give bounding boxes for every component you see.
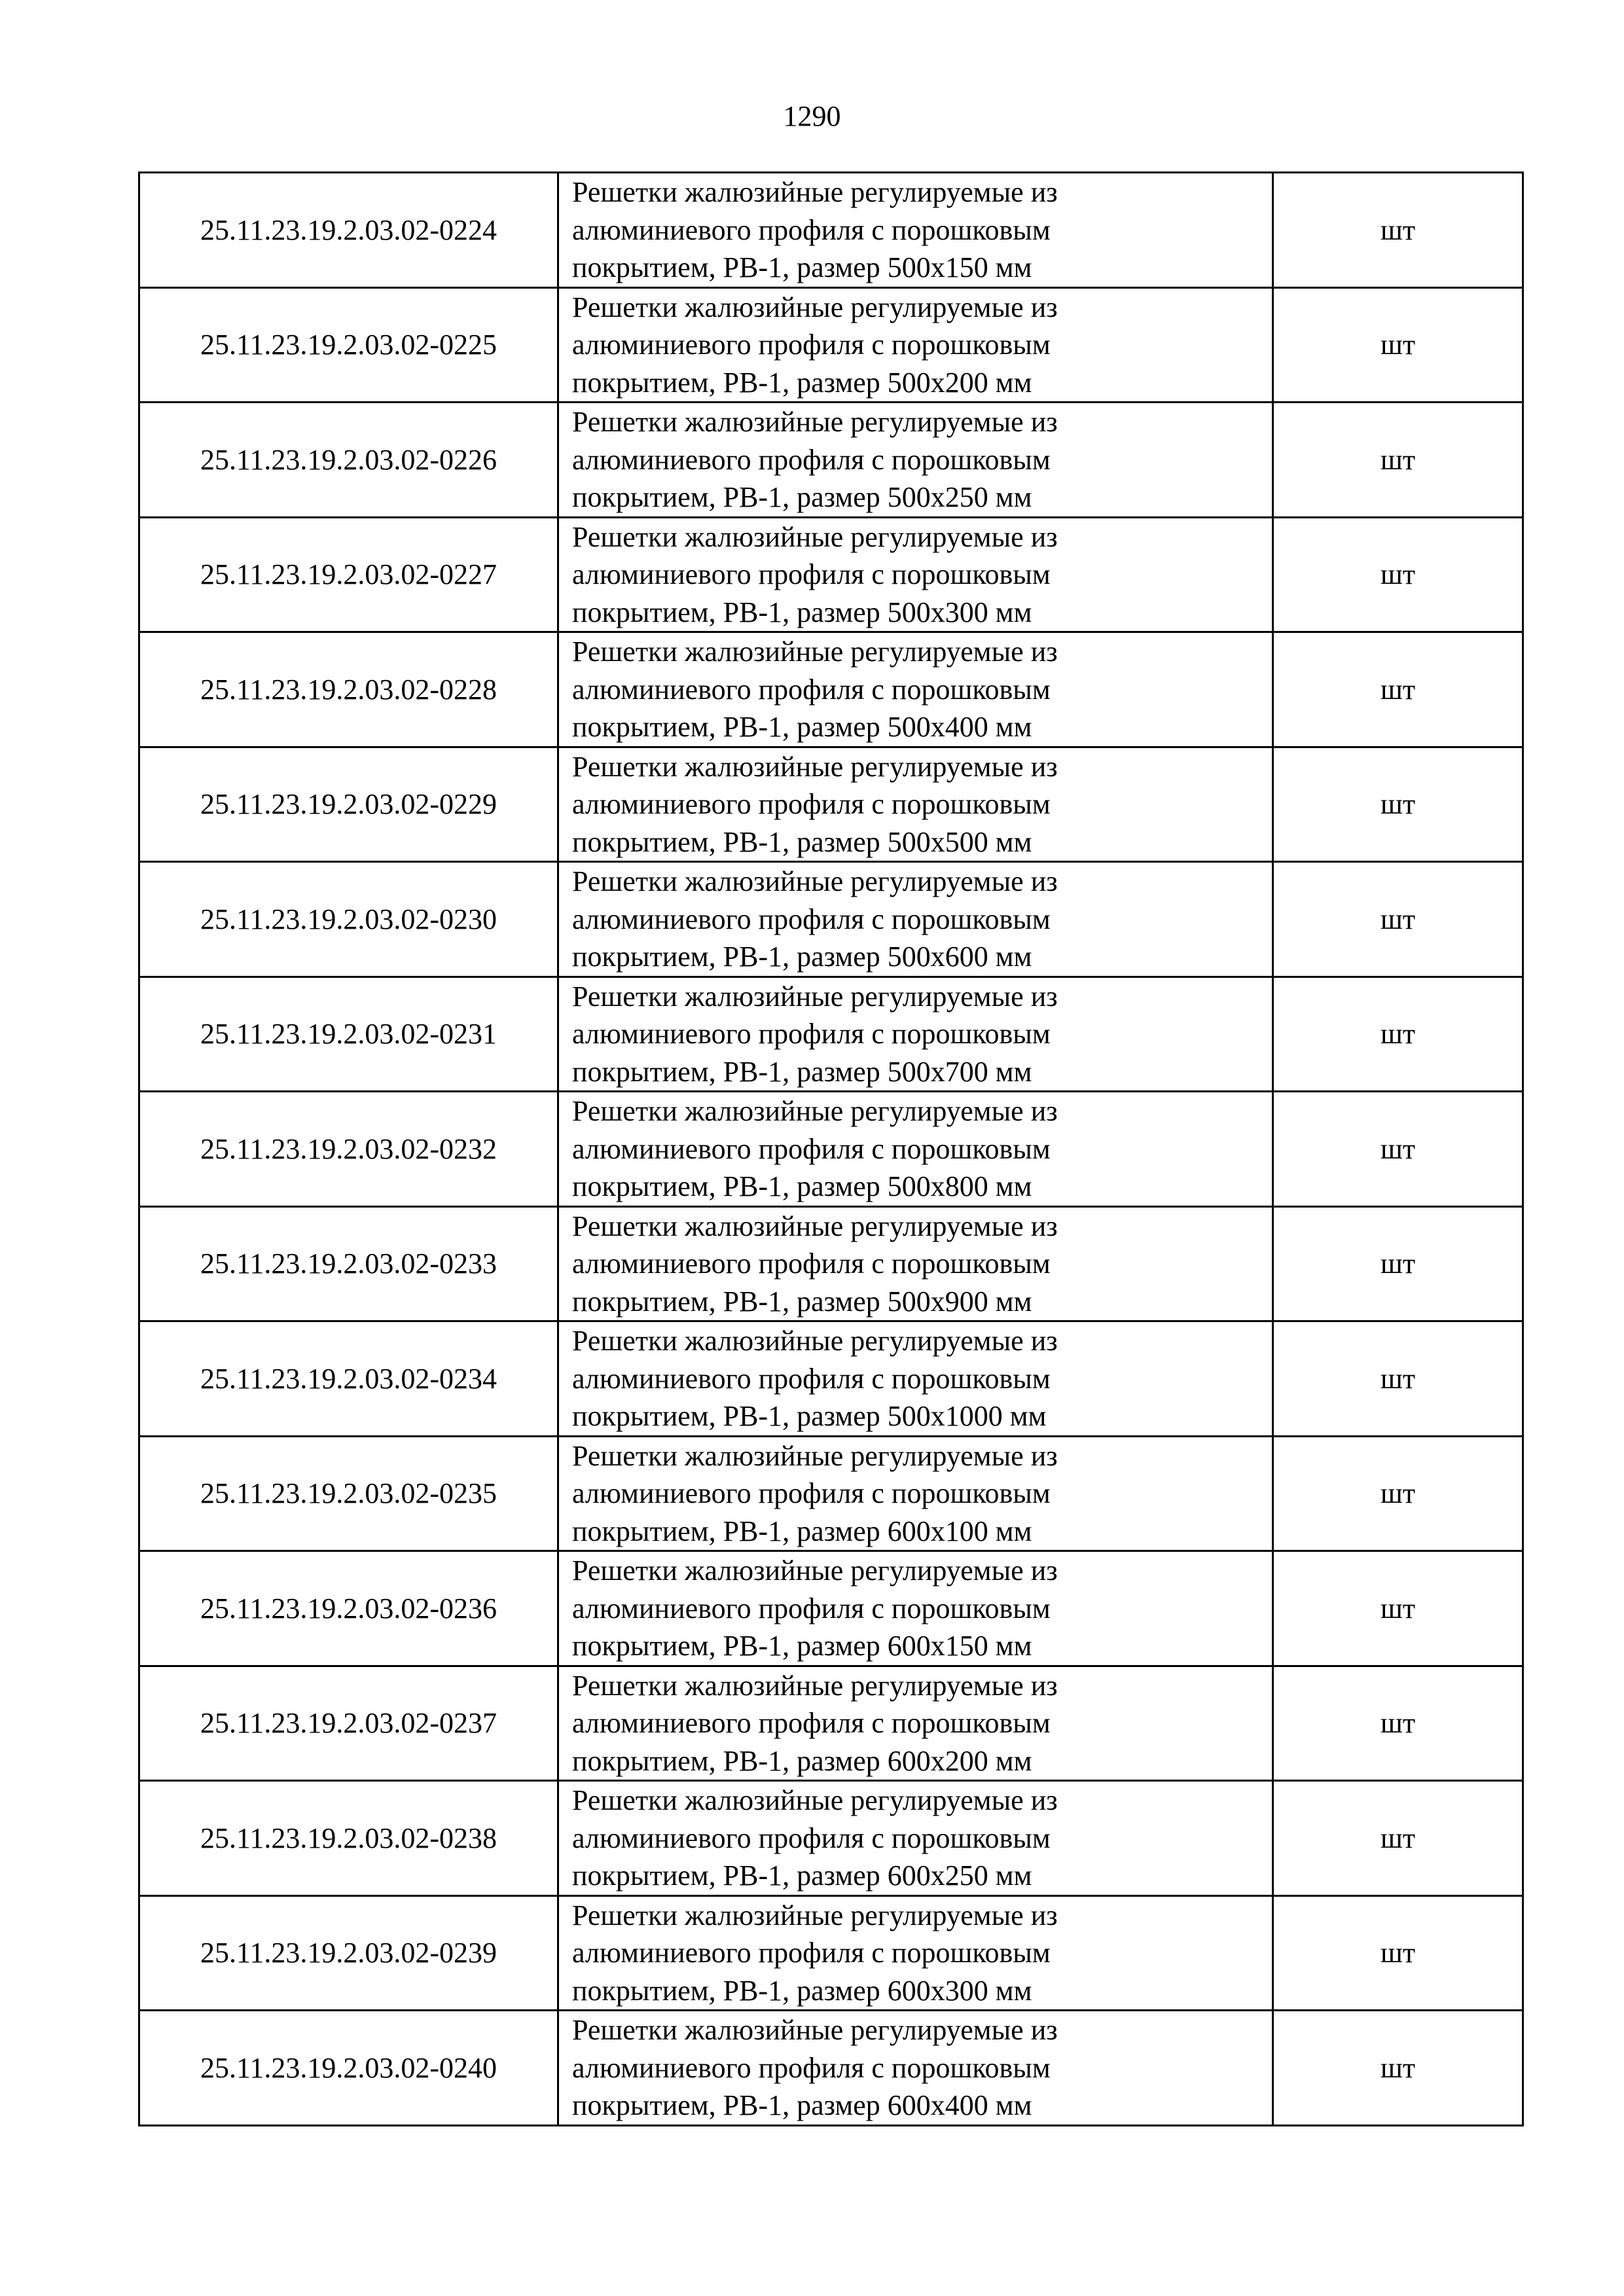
unit-of-measure: шт (1273, 1781, 1523, 1896)
resource-code: 25.11.23.19.2.03.02-0236 (139, 1551, 558, 1666)
table-row (139, 2011, 1523, 2126)
resource-code: 25.11.23.19.2.03.02-0239 (139, 1895, 558, 2011)
unit-of-measure: шт (1273, 1321, 1523, 1437)
table-row (139, 1666, 1523, 1781)
resource-code: 25.11.23.19.2.03.02-0229 (139, 747, 558, 862)
resource-description: Решетки жалюзийные регулируемые из алюминиевого профиля с порошковым покрытием, РВ-1, размер 600х250 мм (558, 1781, 1273, 1896)
resource-description: Решетки жалюзийные регулируемые из алюминиевого профиля с порошковым покрытием, РВ-1, размер 600х400 мм (558, 2011, 1273, 2126)
table-row (139, 403, 1523, 518)
resource-description: Решетки жалюзийные регулируемые из алюминиевого профиля с порошковым покрытием, РВ-1, размер 600х150 мм (558, 1551, 1273, 1666)
unit-of-measure: шт (1273, 2011, 1523, 2126)
table-row (139, 862, 1523, 977)
resource-code: 25.11.23.19.2.03.02-0235 (139, 1436, 558, 1551)
unit-of-measure: шт (1273, 862, 1523, 977)
resource-code: 25.11.23.19.2.03.02-0232 (139, 1092, 558, 1207)
resource-code: 25.11.23.19.2.03.02-0233 (139, 1206, 558, 1321)
table-row (139, 287, 1523, 403)
table-row (139, 1551, 1523, 1666)
resource-code: 25.11.23.19.2.03.02-0225 (139, 287, 558, 403)
resource-code: 25.11.23.19.2.03.02-0234 (139, 1321, 558, 1437)
table-row (139, 1781, 1523, 1896)
resource-description: Решетки жалюзийные регулируемые из алюминиевого профиля с порошковым покрытием, РВ-1, размер 500х300 мм (558, 517, 1273, 632)
resource-description: Решетки жалюзийные регулируемые из алюминиевого профиля с порошковым покрытием, РВ-1, размер 500х700 мм (558, 977, 1273, 1092)
table-row (139, 632, 1523, 747)
unit-of-measure: шт (1273, 1895, 1523, 2011)
resource-description: Решетки жалюзийные регулируемые из алюминиевого профиля с порошковым покрытием, РВ-1, размер 500х500 мм (558, 747, 1273, 862)
resource-description: Решетки жалюзийные регулируемые из алюминиевого профиля с порошковым покрытием, РВ-1, размер 500х900 мм (558, 1206, 1273, 1321)
resource-description: Решетки жалюзийные регулируемые из алюминиевого профиля с порошковым покрытием, РВ-1, размер 500х150 мм (558, 173, 1273, 288)
resource-description: Решетки жалюзийные регулируемые из алюминиевого профиля с порошковым покрытием, РВ-1, размер 600х100 мм (558, 1436, 1273, 1551)
table-row (139, 1092, 1523, 1207)
catalog-table (138, 171, 1524, 2126)
resource-description: Решетки жалюзийные регулируемые из алюминиевого профиля с порошковым покрытием, РВ-1, размер 500х400 мм (558, 632, 1273, 747)
resource-description: Решетки жалюзийные регулируемые из алюминиевого профиля с порошковым покрытием, РВ-1, размер 500х1000 мм (558, 1321, 1273, 1437)
resource-description: Решетки жалюзийные регулируемые из алюминиевого профиля с порошковым покрытием, РВ-1, размер 600х300 мм (558, 1895, 1273, 2011)
resource-code: 25.11.23.19.2.03.02-0238 (139, 1781, 558, 1896)
unit-of-measure: шт (1273, 632, 1523, 747)
unit-of-measure: шт (1273, 977, 1523, 1092)
resource-code: 25.11.23.19.2.03.02-0230 (139, 862, 558, 977)
resource-code: 25.11.23.19.2.03.02-0231 (139, 977, 558, 1092)
resource-code: 25.11.23.19.2.03.02-0224 (139, 173, 558, 288)
catalog-table-body (139, 173, 1523, 2126)
unit-of-measure: шт (1273, 747, 1523, 862)
table-row (139, 747, 1523, 862)
resource-description: Решетки жалюзийные регулируемые из алюминиевого профиля с порошковым покрытием, РВ-1, размер 600х200 мм (558, 1666, 1273, 1781)
unit-of-measure: шт (1273, 403, 1523, 518)
resource-description: Решетки жалюзийные регулируемые из алюминиевого профиля с порошковым покрытием, РВ-1, размер 500х600 мм (558, 862, 1273, 977)
table-row (139, 1436, 1523, 1551)
resource-code: 25.11.23.19.2.03.02-0237 (139, 1666, 558, 1781)
unit-of-measure: шт (1273, 1436, 1523, 1551)
table-row (139, 977, 1523, 1092)
unit-of-measure: шт (1273, 1551, 1523, 1666)
table-row (139, 1321, 1523, 1437)
unit-of-measure: шт (1273, 287, 1523, 403)
table-row (139, 1206, 1523, 1321)
unit-of-measure: шт (1273, 517, 1523, 632)
unit-of-measure: шт (1273, 1092, 1523, 1207)
table-row (139, 1895, 1523, 2011)
unit-of-measure: шт (1273, 1666, 1523, 1781)
resource-description: Решетки жалюзийные регулируемые из алюминиевого профиля с порошковым покрытием, РВ-1, размер 500х200 мм (558, 287, 1273, 403)
resource-description: Решетки жалюзийные регулируемые из алюминиевого профиля с порошковым покрытием, РВ-1, размер 500х250 мм (558, 403, 1273, 518)
unit-of-measure: шт (1273, 1206, 1523, 1321)
table-row (139, 517, 1523, 632)
unit-of-measure: шт (1273, 173, 1523, 288)
resource-code: 25.11.23.19.2.03.02-0240 (139, 2011, 558, 2126)
table-row (139, 173, 1523, 288)
resource-description: Решетки жалюзийные регулируемые из алюминиевого профиля с порошковым покрытием, РВ-1, размер 500х800 мм (558, 1092, 1273, 1207)
resource-code: 25.11.23.19.2.03.02-0227 (139, 517, 558, 632)
resource-code: 25.11.23.19.2.03.02-0226 (139, 403, 558, 518)
page-number: 1290 (783, 100, 841, 132)
resource-code: 25.11.23.19.2.03.02-0228 (139, 632, 558, 747)
